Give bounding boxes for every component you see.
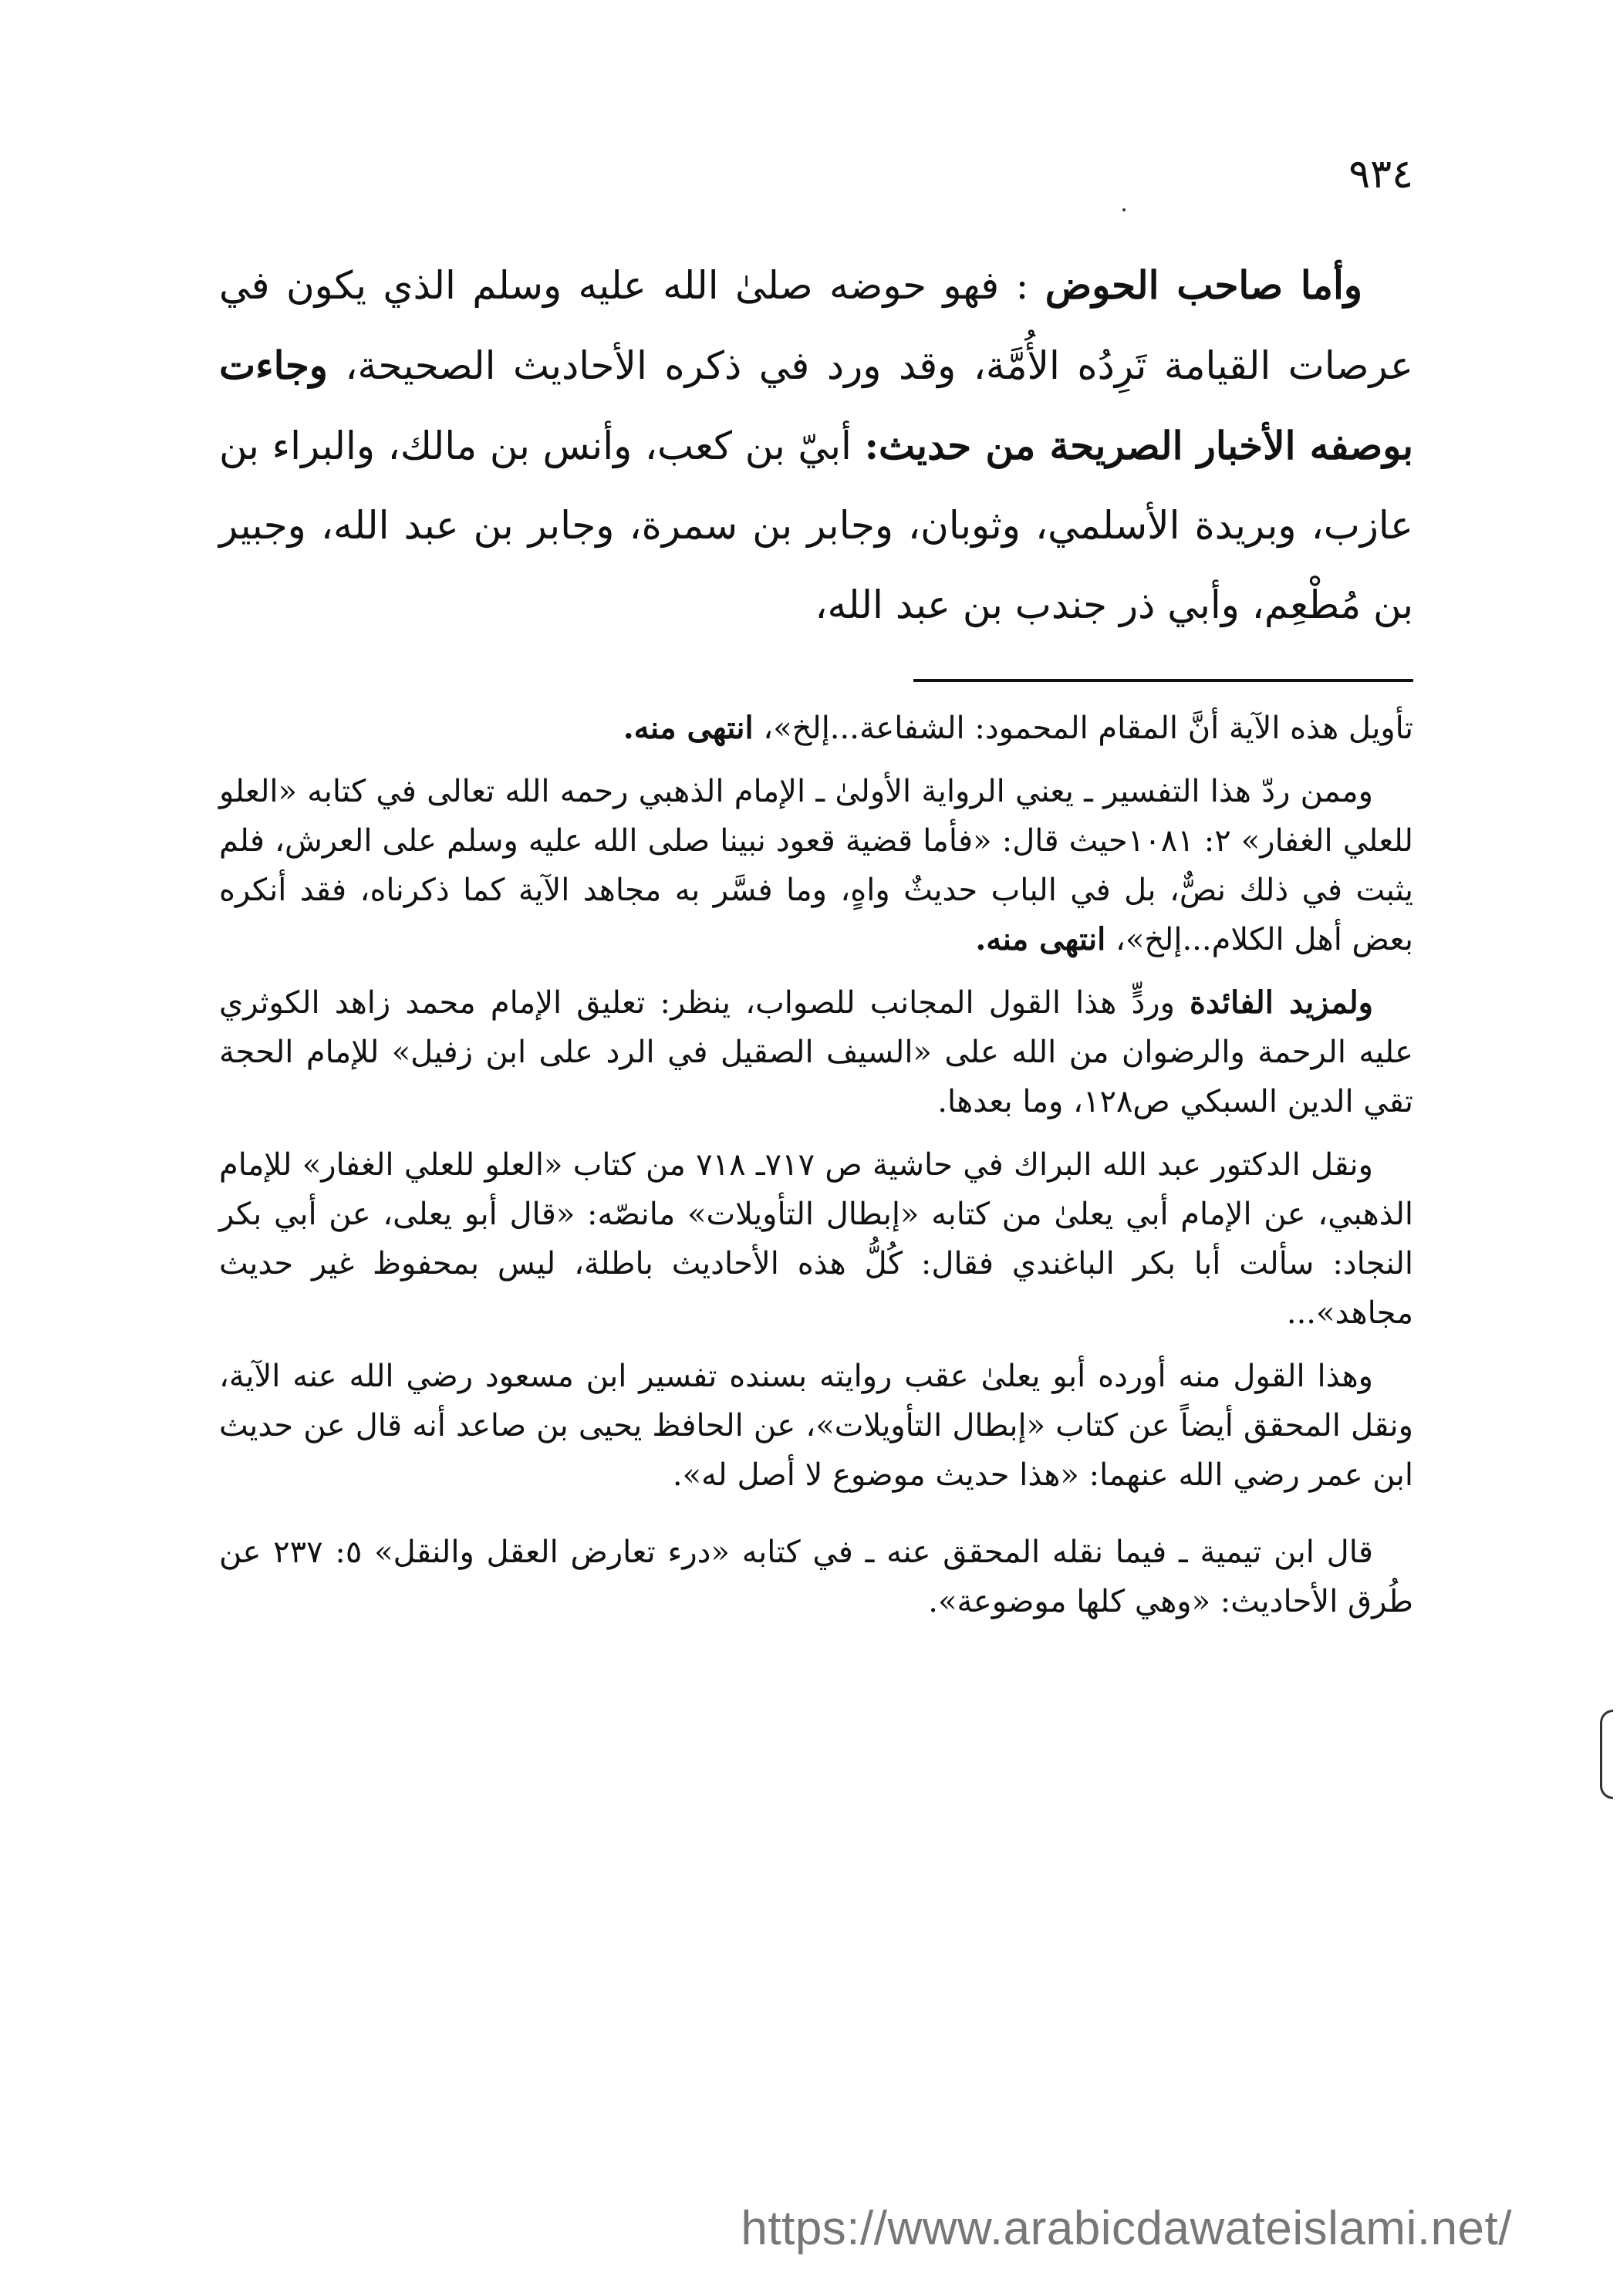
footnote-3-text: وردٍّ هذا القول المجانب للصواب، ينظر: تعليق الإمام محمد زاهد الكوثري عليه الرحمة والرضوان من الله على «السيف الصقيل في الرد على ابن زفيل» للإمام الحجة تقي الدين السبكي ص١٢٨، وما بعدها. <box>219 985 1413 1119</box>
footnote-1-end: انتهى منه. <box>623 710 754 746</box>
footnote-paragraph-6 <box>219 1528 1413 1626</box>
footnote-4-text: ونقل الدكتور عبد الله البراك في حاشية ص ٧١٧ـ ٧١٨ من كتاب «العلو للعلي الغفار» للإمام الذهبي، عن الإمام أبي يعلىٰ من كتابه «إبطال التأويلات» مانصّه: «قال أبو يعلى، عن أبي بكر النجاد: سألت أبا بكر الباغندي فقال: كُلُّ هذه الأحاديث باطلة، ليس بمحفوظ غير حديث مجاهد»... <box>219 1147 1413 1331</box>
print-speck <box>1122 208 1126 211</box>
footnotes-section <box>219 704 1413 1640</box>
page-number: ٩٣٤ <box>1348 151 1413 198</box>
main-lead-text: : فهو حوضه صلىٰ الله عليه وسلم الذي يكون في عرصات القيامة تَرِدُه الأُمَّة، وقد ورد في ذكره الأحاديث الصحيحة، <box>219 263 1413 388</box>
footnote-1-text: تأويل هذه الآية أنَّ المقام المحمود: الشفاعة...إلخ»، <box>763 711 1413 746</box>
footnote-separator <box>913 679 1413 682</box>
footnote-5-text: وهذا القول منه أورده أبو يعلىٰ عقب روايته بسنده تفسير ابن مسعود رضي الله عنه الآية، ونقل المحقق أيضاً عن كتاب «إبطال التأويلات»، عن الحافظ يحيى بن صاعد أنه قال عن حديث ابن عمر رضي الله عنهما: «هذا حديث موضوع لا أصل له». <box>219 1359 1413 1493</box>
source-watermark: https://www.arabicdawateislami.net/ <box>741 2202 1512 2255</box>
main-paragraph <box>219 245 1413 645</box>
footnote-paragraph-1 <box>219 704 1413 753</box>
main-narrators-list: أبيّ بن كعب، وأنس بن مالك، والبراء بن عازب، وبريدة الأسلمي، وثوبان، وجابر بن سمرة، وجابر بن عبد الله، وجبير بن مُطْعِم، وأبي ذر جندب بن عبد الله، <box>219 424 1413 627</box>
main-lead-bold: وأما صاحب الحوض <box>1045 262 1362 308</box>
footnote-6-text: قال ابن تيمية ـ فيما نقله المحقق عنه ـ في كتابه «درء تعارض العقل والنقل» ٥: ٢٣٧ عن طُرق الأحاديث: «وهي كلها موضوعة». <box>219 1535 1413 1619</box>
binding-edge-mark <box>1600 1710 1613 1799</box>
footnote-paragraph-5 <box>219 1352 1413 1500</box>
footnote-paragraph-3 <box>219 978 1413 1126</box>
footnote-3-lead: ولمزيد الفائدة <box>1190 984 1373 1021</box>
main-bold-phrase: وجاءت بوصفه الأخبار الصريحة من حديث: <box>219 343 1413 468</box>
footnote-paragraph-4 <box>219 1140 1413 1338</box>
footnote-paragraph-2 <box>219 767 1413 964</box>
footnote-2-text: وممن ردّ هذا التفسير ـ يعني الرواية الأولىٰ ـ الإمام الذهبي رحمه الله تعالى في كتابه «العلو للعلي الغفار» ٢: ١٠٨١حيث قال: «فأما قضية قعود نبينا صلى الله عليه وسلم على العرش، فلم يثبت في ذلك نصٌّ، بل في الباب حديثٌ واهٍ، وما فسَّر به مجاهد الآية كما ذكرناه، فقد أنكره بعض أهل الكلام...إلخ»، <box>219 774 1413 957</box>
footnote-2-end: انتهى منه. <box>975 921 1106 957</box>
